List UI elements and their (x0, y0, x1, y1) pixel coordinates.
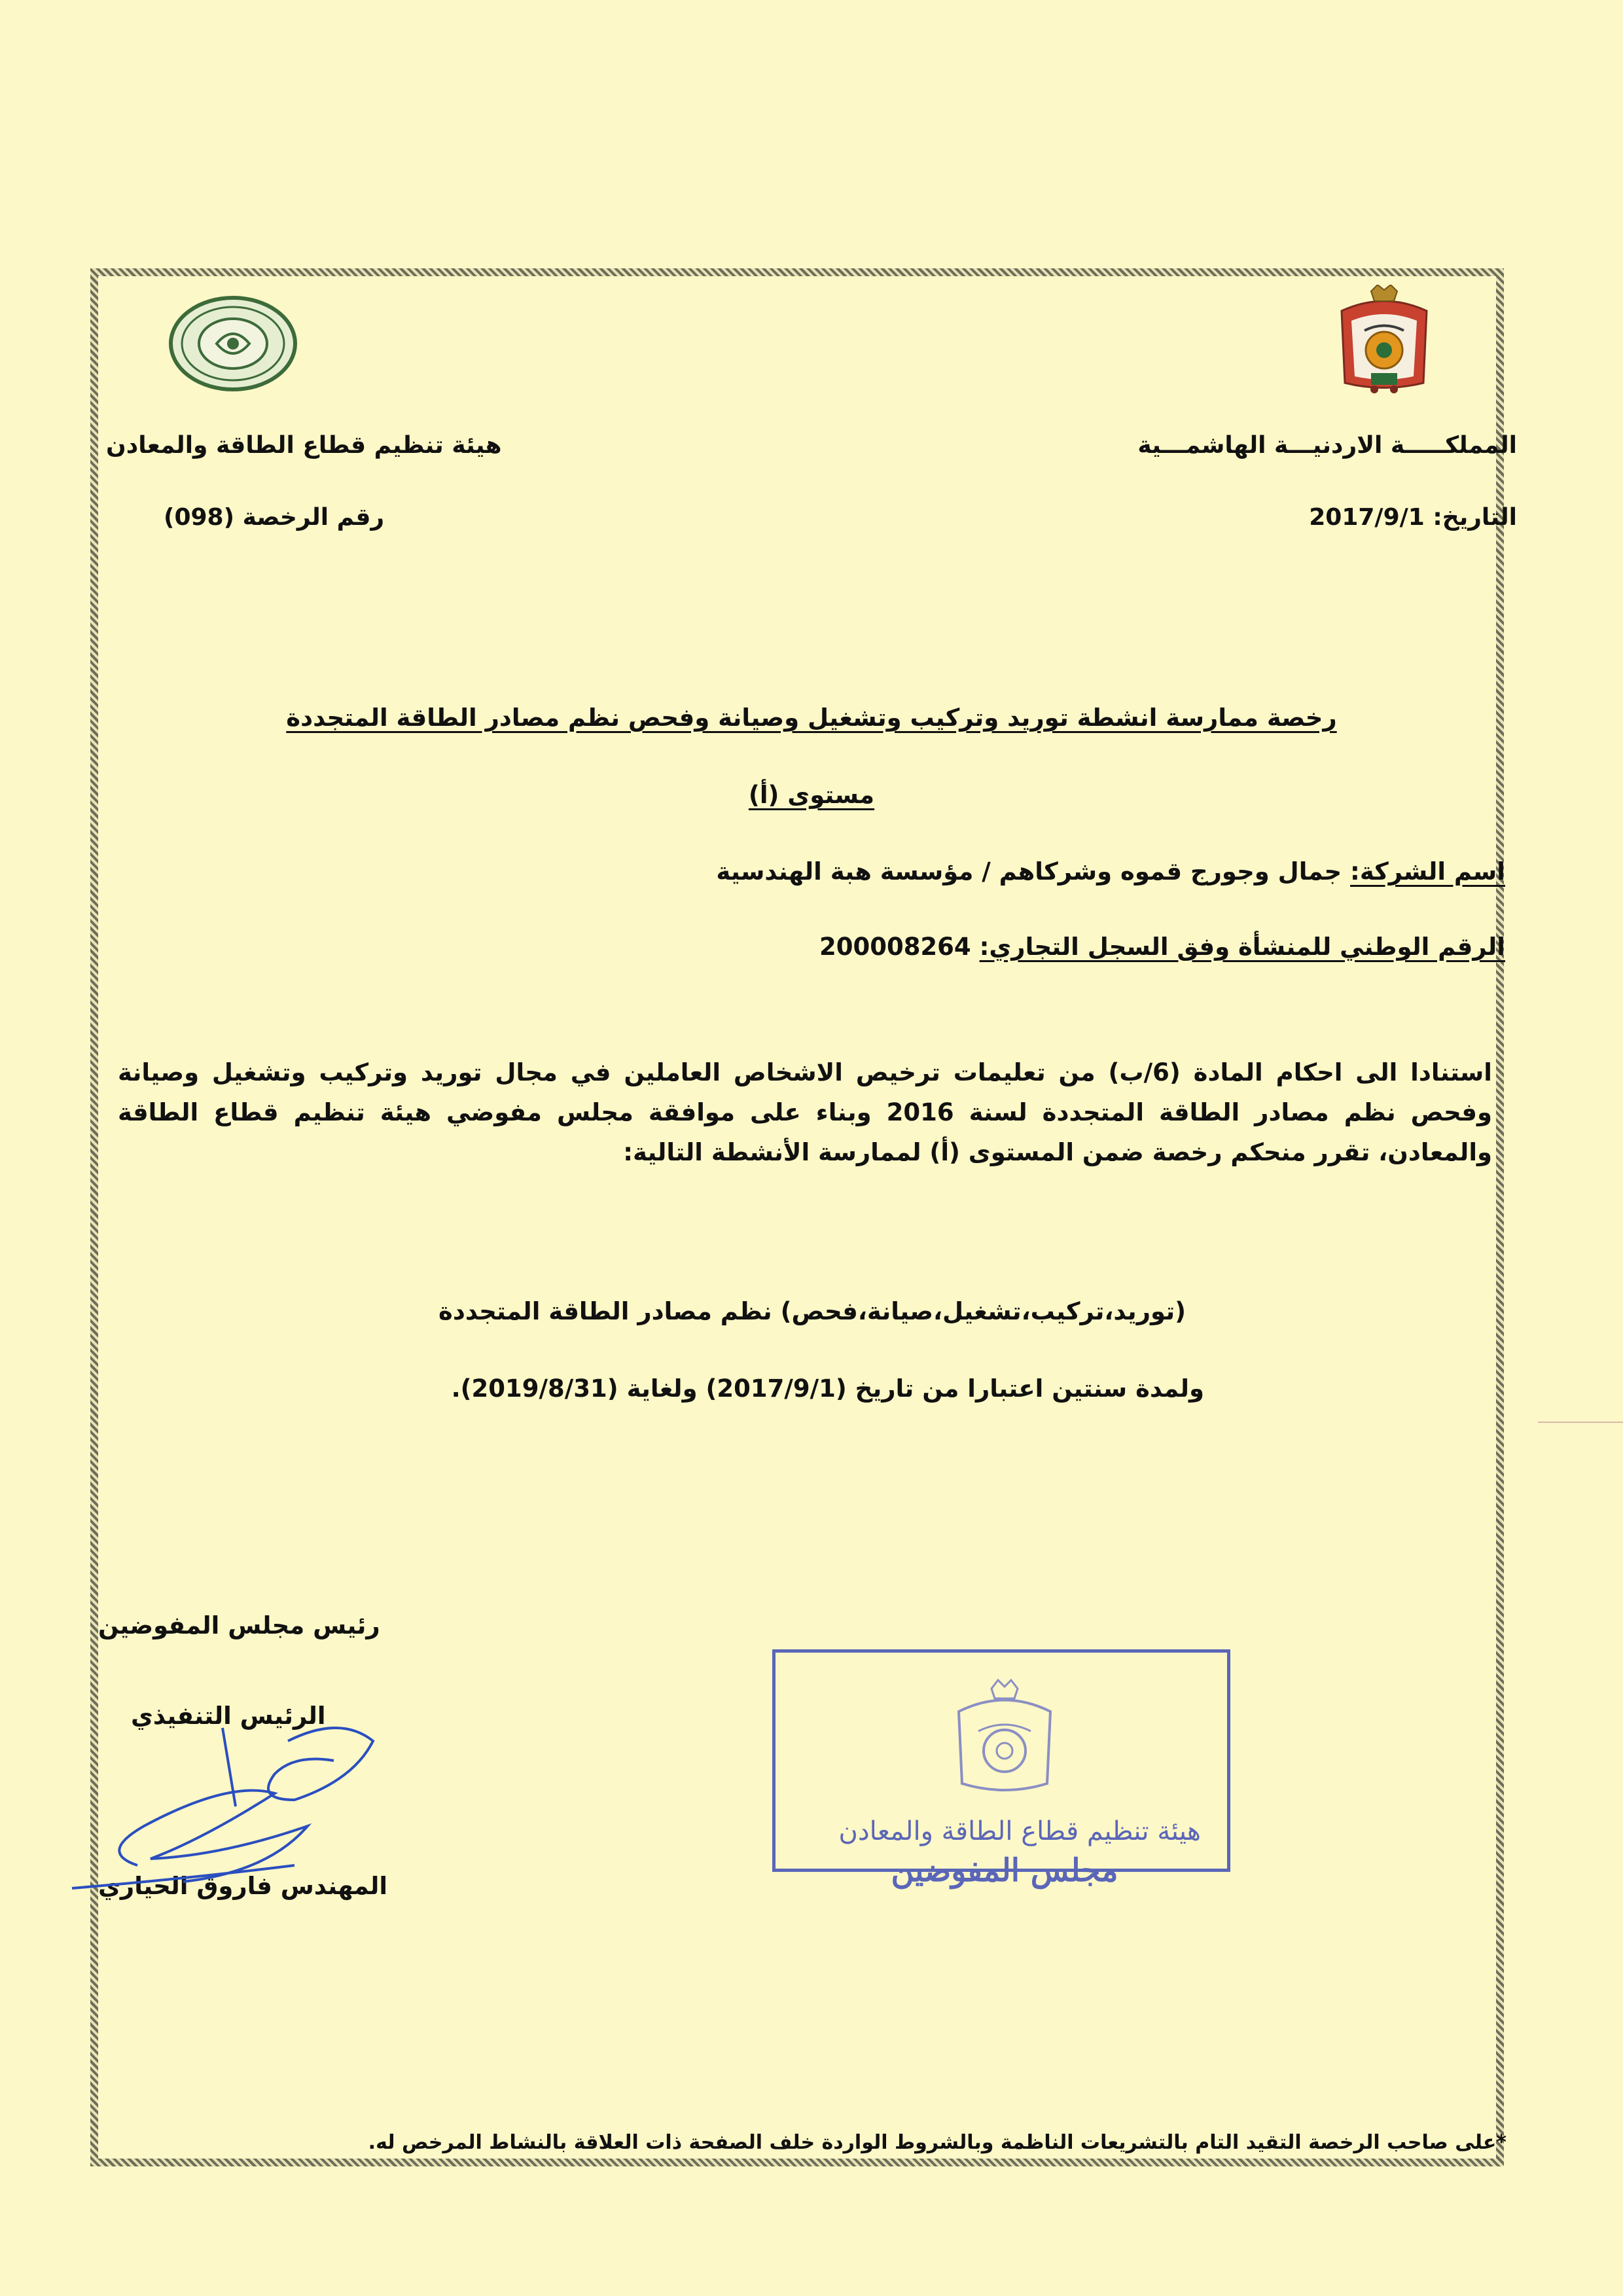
stamp-crest-icon (946, 1679, 1063, 1803)
signatory-title-1: رئيس مجلس المفوضين (98, 1611, 380, 1640)
official-stamp (772, 1649, 1230, 1889)
license-number: رقم الرخصة (098) (164, 504, 385, 531)
national-id-label: الرقم الوطني للمنشأة وفق السجل التجاري: (979, 933, 1505, 961)
national-id-value: 200008264 (819, 933, 971, 961)
authority-title: هيئة تنظيم قطاع الطاقة والمعادن (106, 432, 502, 459)
license-level: مستوى (أ) (748, 781, 875, 809)
signature-icon (59, 1702, 399, 1898)
validity-line: ولمدة سنتين اعتبارا من تاريخ (2017/9/1) ولغاية (2019/8/31). (451, 1374, 1204, 1403)
jordan-coat-of-arms-icon (1335, 285, 1433, 396)
edge-mark (1538, 1422, 1623, 1423)
license-title: رخصة ممارسة انشطة توريد وتركيب وتشغيل وصيانة وفحص نظم مصادر الطاقة المتجددة (286, 704, 1337, 732)
issue-date: التاريخ: 2017/9/1 (1309, 504, 1517, 531)
company-value: جمال وجورج قموه وشركاهم / مؤسسة هبة الهندسية (716, 857, 1342, 886)
emrc-seal-icon (168, 295, 298, 393)
signatory-title-2: الرئيس التنفيذي (131, 1702, 326, 1730)
signatory-name: المهندس فاروق الحياري (98, 1872, 388, 1900)
footnote: *على صاحب الرخصة التقيد التام بالتشريعات الناظمة وبالشروط الواردة خلف الصفحة ذات العلاقة بالنشاط المرخص له. (368, 2131, 1507, 2154)
stamp-council-text: مجلس المفوضين (891, 1852, 1118, 1889)
decision-paragraph: استنادا الى احكام المادة (6/ب) من تعليمات ترخيص الاشخاص العاملين في مجال توريد وتركيب وتشغيل وصيانة وفحص نظم مصادر الطاقة المتجددة لسنة 2016 وبناء على موافقة مجلس مفوضي هيئة تنظيم قطاع الطاقة والمعادن، تقرر منحكم رخصة ضمن المستوى (أ) لممارسة الأنشطة التالية: (118, 1058, 1492, 1166)
company-line (716, 857, 1505, 886)
kingdom-title: المملكـــــة الاردنيـــة الهاشمـــية (1137, 432, 1517, 459)
stamp-authority-text: هيئة تنظيم قطاع الطاقة والمعادن (838, 1816, 1201, 1846)
national-id-line (819, 933, 1505, 961)
company-label: اسم الشركة: (1350, 857, 1505, 886)
activities-line: (توريد،تركيب،تشغيل،صيانة،فحص) نظم مصادر الطاقة المتجددة (438, 1297, 1186, 1325)
